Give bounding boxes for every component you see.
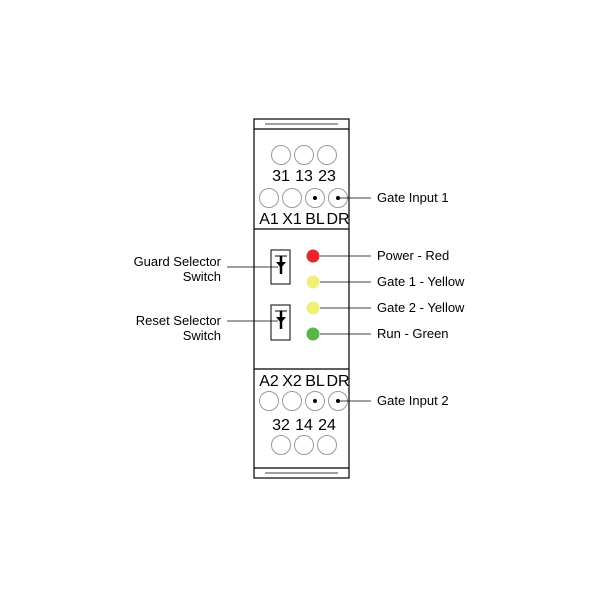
power-led [307,250,320,263]
terminal-x1 [283,189,302,208]
terminal-32 [272,436,291,455]
terminal-14 [295,436,314,455]
terminal-a2 [260,392,279,411]
terminal-label: 14 [295,417,313,434]
terminal-23 [318,146,337,165]
terminal-label: X2 [282,373,302,390]
guard-selector-label-line1: Guard Selector [133,254,221,269]
terminal-24 [318,436,337,455]
run-led [307,328,320,341]
terminal-label: 23 [318,168,336,185]
terminal-dot [313,196,317,200]
run-label: Run - Green [377,326,449,341]
gate1-led [307,276,320,289]
bottom-terminal-row-1 [260,392,348,411]
terminal-x2 [283,392,302,411]
gate1-label: Gate 1 - Yellow [377,274,465,289]
power-label: Power - Red [377,248,450,263]
terminal-label: 31 [272,168,290,185]
bottom-terminal-row-2 [272,436,337,455]
terminal-a1 [260,189,279,208]
reset-selector-switch[interactable] [271,305,290,340]
gate2-led [307,302,320,315]
terminal-label: DR [326,211,350,228]
terminal-13 [295,146,314,165]
reset-selector-label-line2: Switch [182,328,221,343]
top-terminal-row-2 [260,189,348,208]
gate-input-2-label: Gate Input 2 [377,393,449,408]
terminal-31 [272,146,291,165]
leader-lines-left [227,267,278,321]
terminal-label: DR [326,373,350,390]
guard-selector-label-line2: Switch [182,269,221,284]
terminal-label: 13 [295,168,313,185]
gate2-label: Gate 2 - Yellow [377,300,465,315]
terminal-label: A1 [259,211,279,228]
reset-selector-label-line1: Reset Selector [135,313,221,328]
top-terminal-row-1 [272,146,337,165]
terminal-label: BL [305,211,325,228]
terminal-label: A2 [259,373,279,390]
terminal-dot [313,399,317,403]
terminal-label: BL [305,373,325,390]
terminal-label: 32 [272,417,290,434]
terminal-label: 24 [318,417,336,434]
gate-input-1-label: Gate Input 1 [377,190,449,205]
terminal-label: X1 [282,211,302,228]
